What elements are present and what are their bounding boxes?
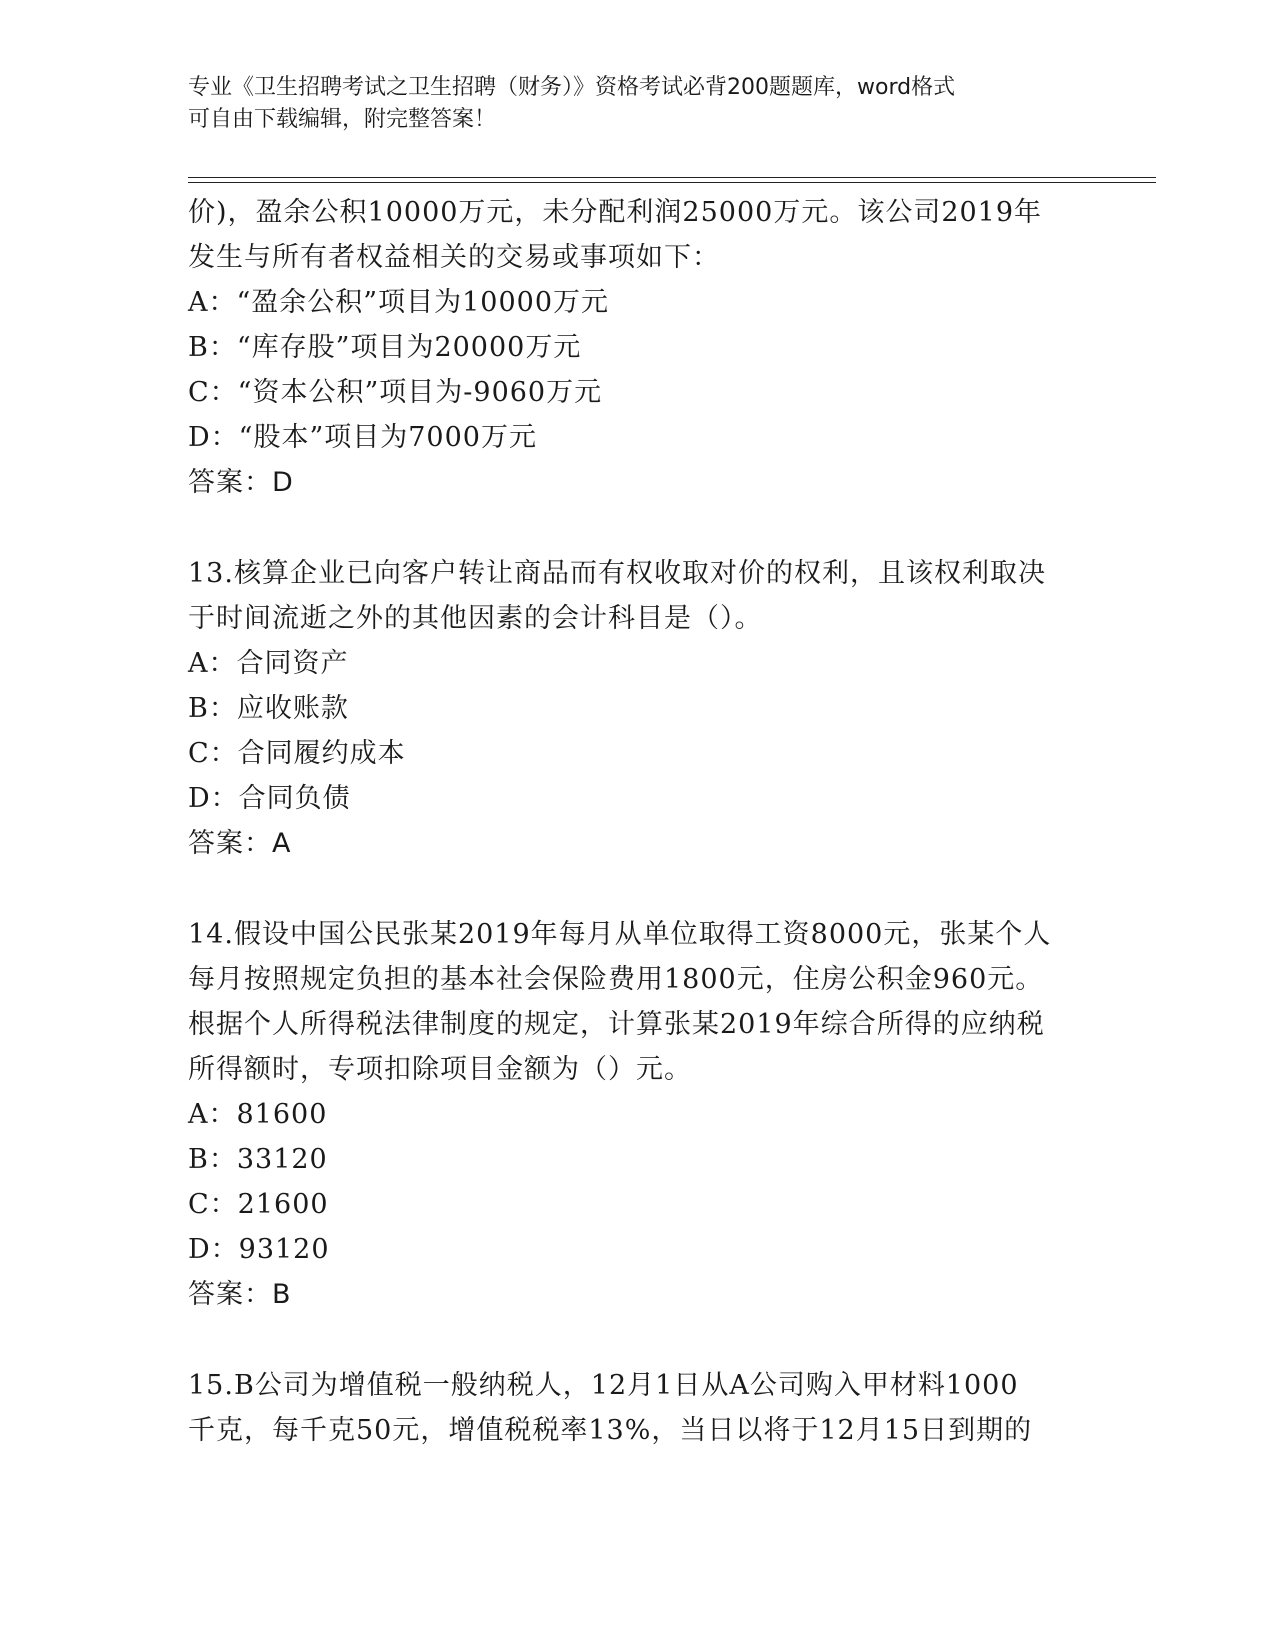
question-stem-line: 千克，每千克50元，增值税税率13%，当日以将于12月15日到期的 xyxy=(188,1415,1033,1446)
document-header xyxy=(188,72,1068,136)
option-b: B：应收账款 xyxy=(188,693,349,724)
option-a: A：合同资产 xyxy=(188,648,349,679)
option-d: D：合同负债 xyxy=(188,783,351,814)
question-stem-line: 每月按照规定负担的基本社会保险费用1800元，住房公积金960元。 xyxy=(188,964,1044,995)
header-title-line2: 可自由下载编辑，附完整答案！ xyxy=(188,107,497,132)
question-spacer xyxy=(188,866,1088,912)
question-stem-line: 根据个人所得税法律制度的规定，计算张某2019年综合所得的应纳税 xyxy=(188,1009,1045,1040)
answer-line: 答案：B xyxy=(188,1279,292,1310)
question-12 xyxy=(188,190,1088,505)
header-title-line1: 专业《卫生招聘考试之卫生招聘（财务）》资格考试必背200题题库，word格式 xyxy=(188,75,956,100)
answer-line: 答案：D xyxy=(188,467,294,498)
option-c: C：合同履约成本 xyxy=(188,738,406,769)
answer-line: 答案：A xyxy=(188,828,292,859)
question-spacer xyxy=(188,505,1088,551)
question-stem-line: 15.B公司为增值税一般纳税人，12月1日从A公司购入甲材料1000 xyxy=(188,1370,1019,1401)
question-14 xyxy=(188,912,1088,1317)
option-d: D：93120 xyxy=(188,1234,330,1265)
question-stem-line: 于时间流逝之外的其他因素的会计科目是（）。 xyxy=(188,603,763,634)
option-c: C：21600 xyxy=(188,1189,329,1220)
document-body xyxy=(188,190,1088,1453)
option-b: B：33120 xyxy=(188,1144,328,1175)
question-stem-line: 14.假设中国公民张某2019年每月从单位取得工资8000元，张某个人 xyxy=(188,919,1052,950)
question-15 xyxy=(188,1363,1088,1453)
question-stem-line: 所得额时，专项扣除项目金额为（）元。 xyxy=(188,1054,692,1085)
option-a: A：81600 xyxy=(188,1099,328,1130)
question-spacer xyxy=(188,1317,1088,1363)
option-d: D：“股本”项目为7000万元 xyxy=(188,422,537,453)
question-stem-line: 价)，盈余公积10000万元，未分配利润25000万元。该公司2019年 xyxy=(188,197,1043,228)
header-divider-top xyxy=(188,177,1156,178)
option-c: C：“资本公积”项目为-9060万元 xyxy=(188,377,603,408)
header-divider-bottom xyxy=(188,182,1156,183)
option-b: B：“库存股”项目为20000万元 xyxy=(188,332,582,363)
option-a: A：“盈余公积”项目为10000万元 xyxy=(188,287,609,318)
question-stem-line: 发生与所有者权益相关的交易或事项如下： xyxy=(188,242,720,273)
question-13 xyxy=(188,551,1088,866)
question-stem-line: 13.核算企业已向客户转让商品而有权收取对价的权利，且该权利取决 xyxy=(188,558,1046,589)
